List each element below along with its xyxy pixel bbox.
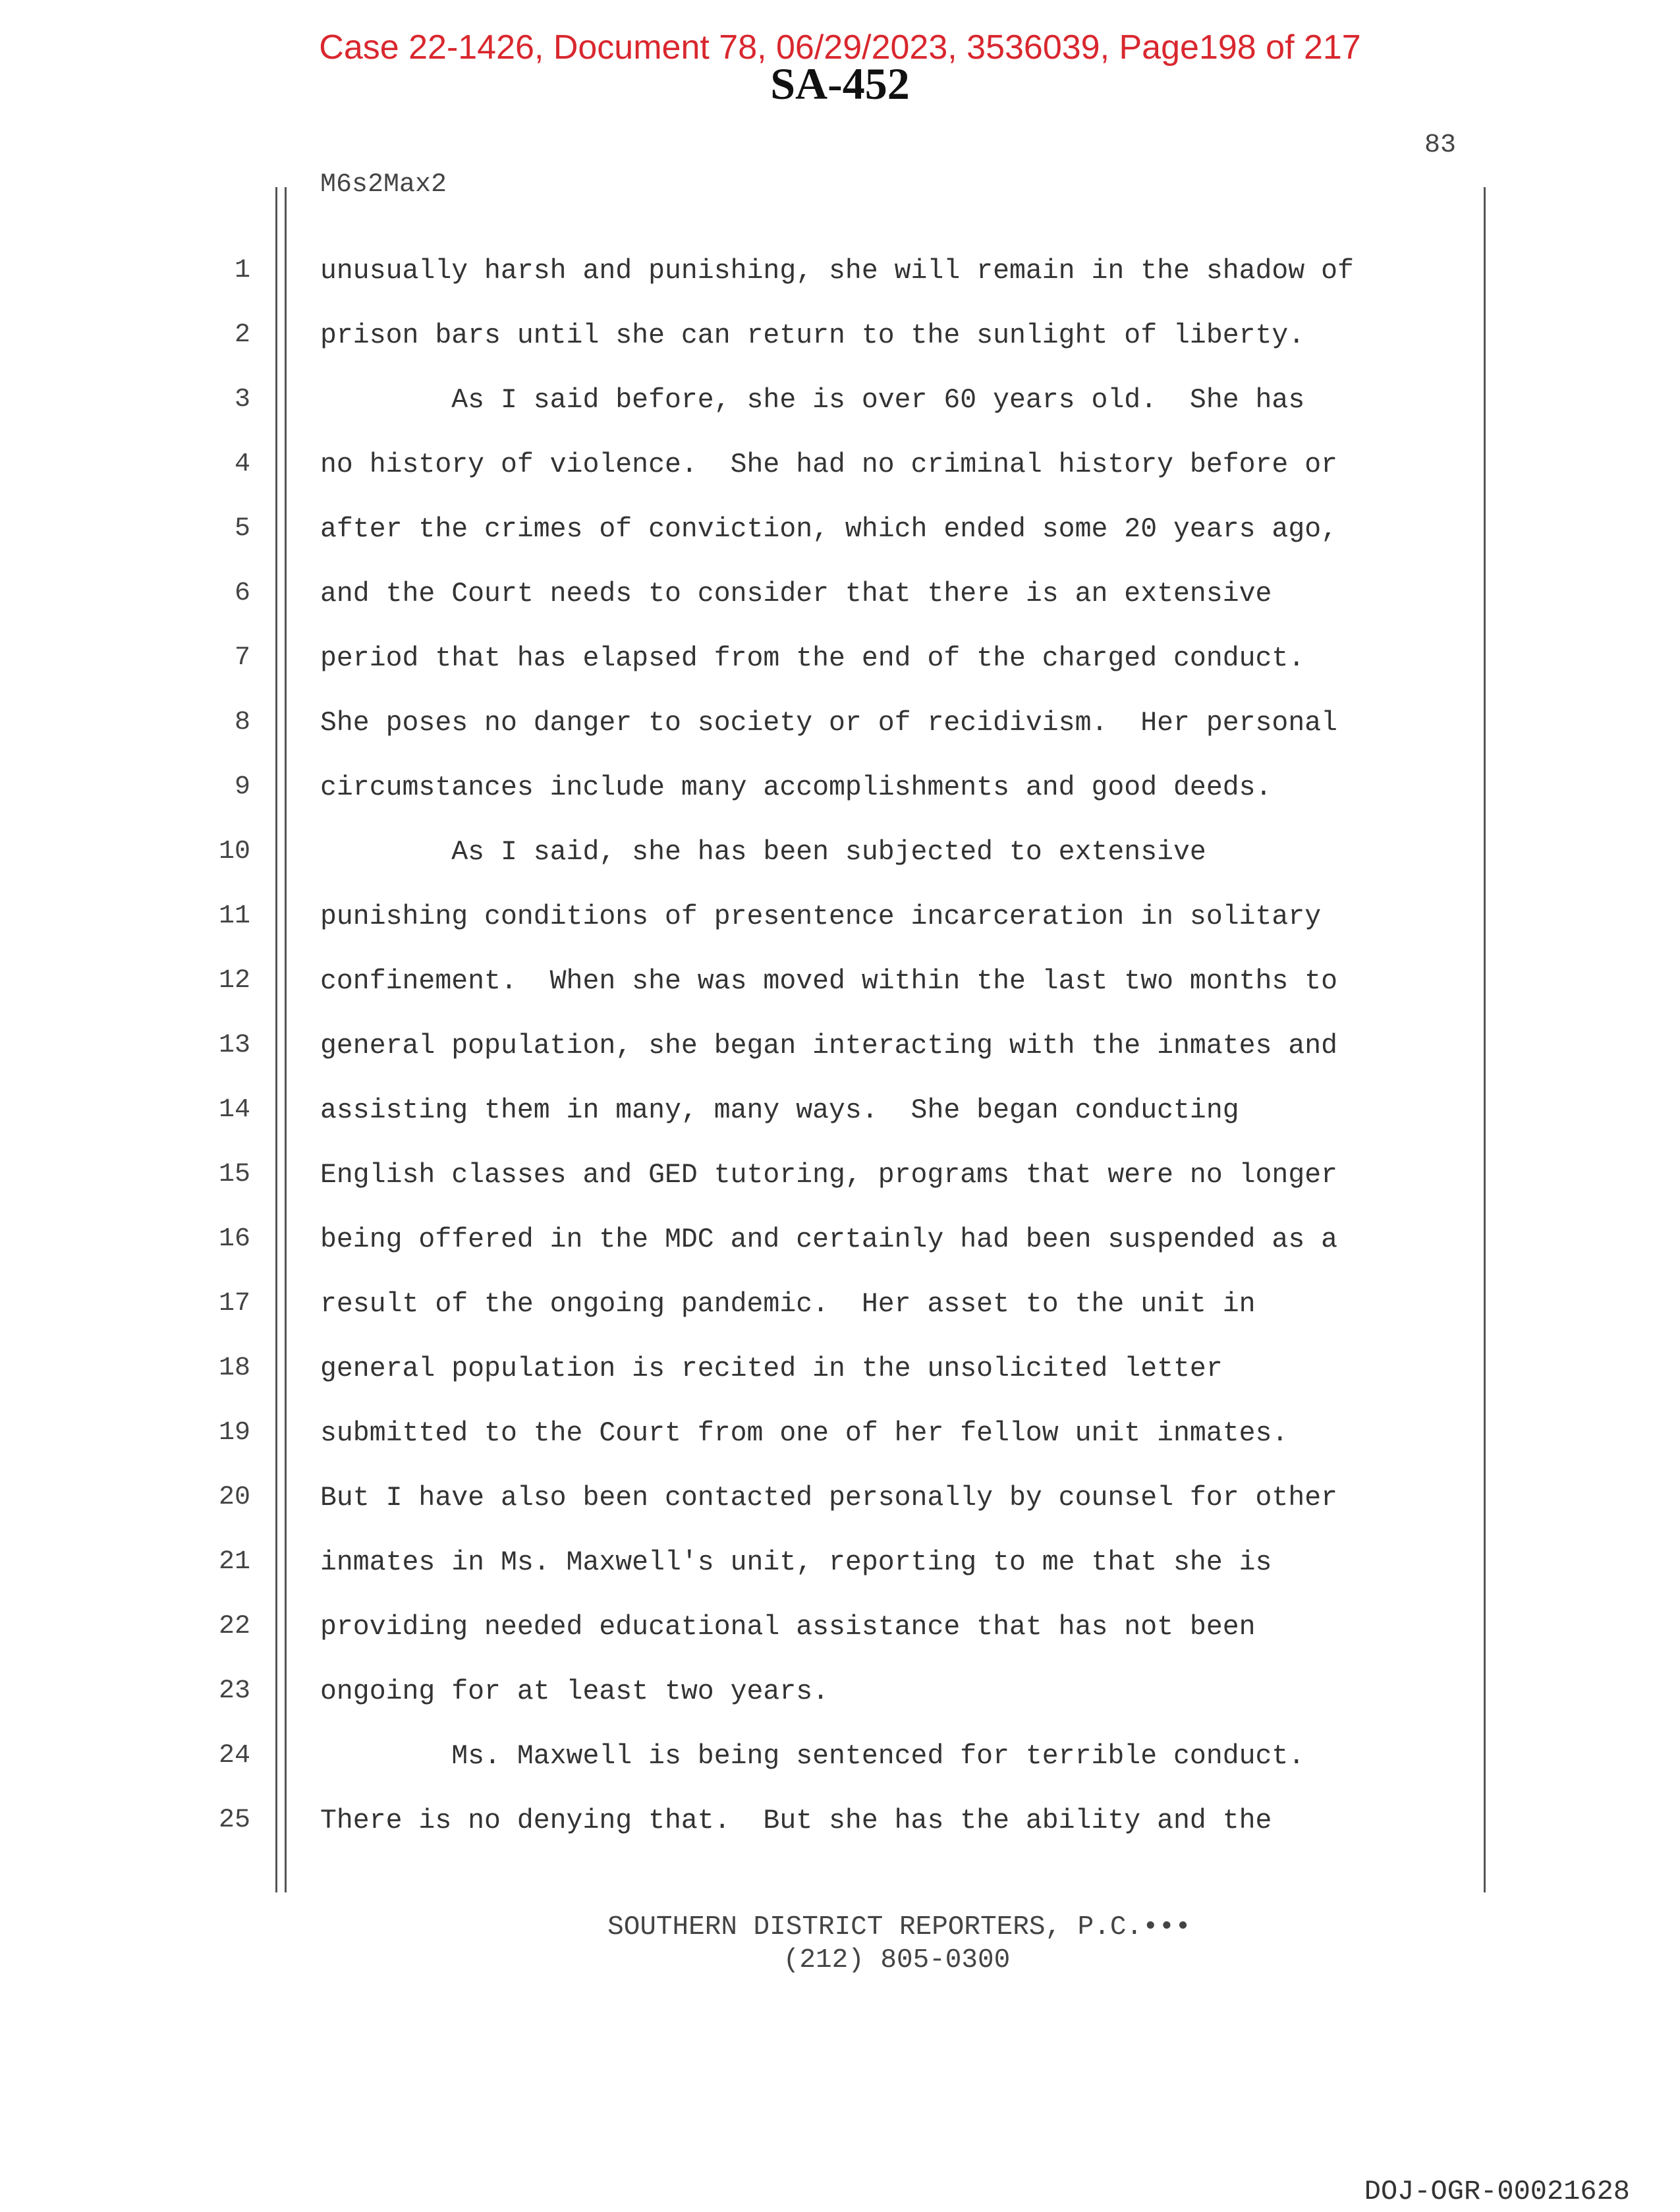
transcript-line: inmates in Ms. Maxwell's unit, reporting to me that she is — [320, 1547, 1272, 1578]
line-number: 3 — [234, 385, 250, 414]
reporter-name: SOUTHERN DISTRICT REPORTERS, P.C.••• — [607, 1912, 1191, 1943]
transcript-id: M6s2Max2 — [320, 170, 447, 200]
line-number: 22 — [218, 1612, 250, 1641]
line-number: 8 — [234, 708, 250, 737]
transcript-line: circumstances include many accomplishments and good deeds. — [320, 772, 1272, 803]
transcript-page-number: 83 — [1424, 130, 1456, 160]
line-number: 1 — [234, 256, 250, 285]
transcript-line: prison bars until she can return to the sunlight of liberty. — [320, 320, 1305, 351]
transcript-line: period that has elapsed from the end of the charged conduct. — [320, 643, 1305, 674]
transcript-line: after the crimes of conviction, which ended some 20 years ago, — [320, 514, 1338, 545]
line-number: 11 — [218, 901, 250, 931]
transcript-line: providing needed educational assistance that has not been — [320, 1612, 1256, 1643]
line-number: 24 — [218, 1741, 250, 1771]
line-number: 25 — [218, 1805, 250, 1835]
left-margin-rule-outer — [275, 187, 277, 1892]
transcript-line: As I said, she has been subjected to extensive — [320, 837, 1206, 868]
transcript-line: no history of violence. She had no criminal history before or — [320, 449, 1338, 480]
sa-page-number: SA-452 — [770, 59, 910, 109]
line-number: 5 — [234, 514, 250, 544]
transcript-line: and the Court needs to consider that there is an extensive — [320, 579, 1272, 610]
line-number: 14 — [218, 1095, 250, 1125]
right-margin-rule — [1484, 187, 1486, 1892]
line-number: 18 — [218, 1353, 250, 1383]
line-number: 19 — [218, 1418, 250, 1448]
line-number: 23 — [218, 1676, 250, 1706]
transcript-line: unusually harsh and punishing, she will remain in the shadow of — [320, 256, 1354, 287]
line-number: 13 — [218, 1031, 250, 1060]
line-number: 17 — [218, 1289, 250, 1319]
line-number: 20 — [218, 1483, 250, 1512]
line-number: 15 — [218, 1160, 250, 1189]
transcript-line: submitted to the Court from one of her fellow unit inmates. — [320, 1418, 1289, 1449]
transcript-line: ongoing for at least two years. — [320, 1676, 829, 1707]
transcript-line: being offered in the MDC and certainly had been suspended as a — [320, 1224, 1338, 1255]
bates-number: DOJ-OGR-00021628 — [1364, 2176, 1630, 2207]
transcript-line: confinement. When she was moved within the last two months to — [320, 966, 1338, 997]
line-number: 7 — [234, 643, 250, 673]
transcript-line: result of the ongoing pandemic. Her asset to the unit in — [320, 1289, 1256, 1320]
line-number: 12 — [218, 966, 250, 996]
line-number: 10 — [218, 837, 250, 866]
line-number: 6 — [234, 579, 250, 608]
line-number: 4 — [234, 449, 250, 479]
line-number: 2 — [234, 320, 250, 350]
transcript-line: But I have also been contacted personally by counsel for other — [320, 1483, 1338, 1514]
transcript-line: Ms. Maxwell is being sentenced for terrible conduct. — [320, 1741, 1305, 1772]
left-margin-rule-inner — [285, 187, 287, 1892]
line-number: 16 — [218, 1224, 250, 1254]
transcript-line: assisting them in many, many ways. She began conducting — [320, 1095, 1239, 1126]
transcript-line: punishing conditions of presentence incarceration in solitary — [320, 901, 1322, 932]
case-filing-stamp: Case 22-1426, Document 78, 06/29/2023, 3536039, Page198 of 217 — [319, 28, 1361, 67]
line-number: 9 — [234, 772, 250, 802]
line-number: 21 — [218, 1547, 250, 1577]
transcript-line: general population is recited in the unsolicited letter — [320, 1353, 1223, 1384]
transcript-line: English classes and GED tutoring, programs that were no longer — [320, 1160, 1338, 1191]
reporter-phone: (212) 805-0300 — [783, 1945, 1011, 1975]
transcript-line: There is no denying that. But she has the ability and the — [320, 1805, 1272, 1836]
transcript-line: general population, she began interacting with the inmates and — [320, 1031, 1338, 1062]
transcript-line: She poses no danger to society or of recidivism. Her personal — [320, 708, 1338, 739]
transcript-line: As I said before, she is over 60 years old. She has — [320, 385, 1305, 416]
